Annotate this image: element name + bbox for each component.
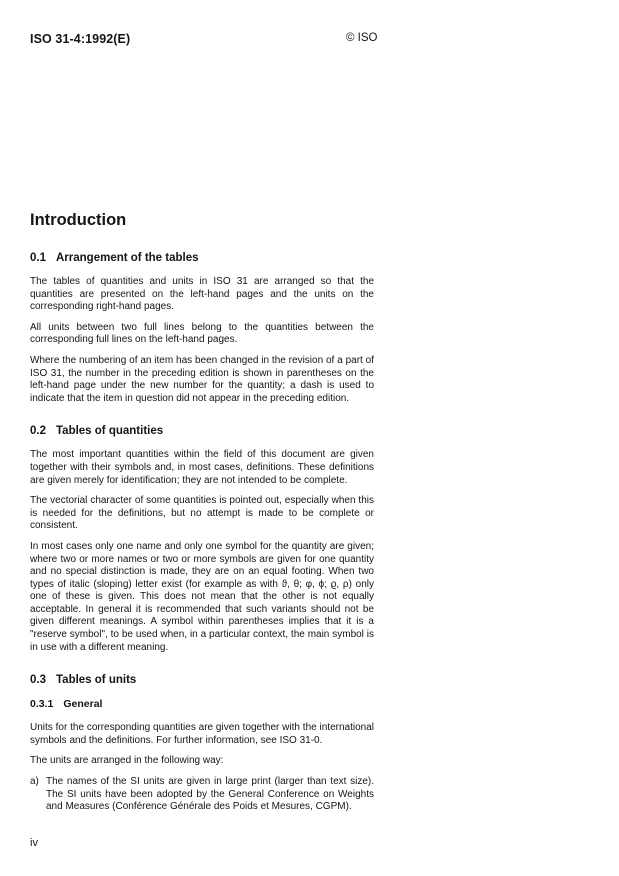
list-marker: a) bbox=[30, 776, 39, 788]
main-content bbox=[30, 211, 374, 814]
paragraph: All units between two full lines belong to the quantities between the corresponding full lines on the left-hand pages. bbox=[30, 321, 374, 346]
paragraph: Units for the corresponding quantities are given together with the international symbols and the definitions. For further information, see ISO 31-0. bbox=[30, 722, 374, 746]
paragraph: Where the numbering of an item has been changed in the revision of a part of ISO 31, the number in the preceding edition is shown in parentheses on the left-hand page under the new number for the quantity; a dash is used to indicate that the item in question did not appear in the preceding edition. bbox=[30, 354, 374, 404]
page-title: Introduction bbox=[30, 211, 127, 229]
subsection-title: General bbox=[63, 698, 103, 711]
list-item-text: The names of the SI units are given in large print (larger than text size). The SI units have been adopted by the General Conference on Weights and Measures (Conférence Générale des Poids et Mesures, CGPM). bbox=[46, 776, 374, 813]
page-number: iv bbox=[30, 837, 38, 849]
paragraph: The most important quantities within the field of this document are given together with their symbols and, in most cases, definitions. These definitions are given merely for identification; they are not intended to be complete. bbox=[30, 449, 374, 486]
section-0-3-heading bbox=[30, 674, 374, 686]
section-title: Tables of quantities bbox=[56, 425, 164, 438]
copyright-mark: © ISO bbox=[346, 32, 378, 44]
section-0-2-heading bbox=[30, 425, 374, 437]
section-number: 0.3 bbox=[30, 674, 46, 687]
standard-reference: ISO 31-4:1992(E) bbox=[30, 32, 131, 46]
paragraph: The vectorial character of some quantities is pointed out, especially when this is needed for the definitions, but no attempt is made to be complete or consistent. bbox=[30, 495, 374, 532]
paragraph: The tables of quantities and units in ISO 31 are arranged so that the quantities are presented on the left-hand pages and the units on the corresponding right-hand pages. bbox=[30, 276, 374, 313]
subsection-0-3-1-heading bbox=[30, 698, 374, 710]
paragraph: The units are arranged in the following way: bbox=[30, 755, 224, 767]
section-0-1-heading bbox=[30, 252, 374, 264]
subsection-number: 0.3.1 bbox=[30, 698, 54, 711]
section-number: 0.2 bbox=[30, 425, 46, 438]
list-item bbox=[30, 776, 374, 814]
section-title: Tables of units bbox=[56, 674, 137, 687]
section-number: 0.1 bbox=[30, 252, 46, 264]
paragraph: In most cases only one name and only one symbol for the quantity are given; where two or more names or two or more symbols are given for one quantity and no special distinction is made, they are on an equal footing. When two types of italic (sloping) letter exist (for example as with ϑ, θ; φ, ϕ; ϱ, ρ) only one of these is given. This does not mean that the other is not equally acceptable. In general it is recommended that such variants should not be given different meanings. A symbol within parentheses implies that it is a "reserve symbol", to be used when, in a particular context, the main symbol is in use with a different meaning. bbox=[30, 540, 374, 653]
section-title: Arrangement of the tables bbox=[56, 252, 199, 264]
